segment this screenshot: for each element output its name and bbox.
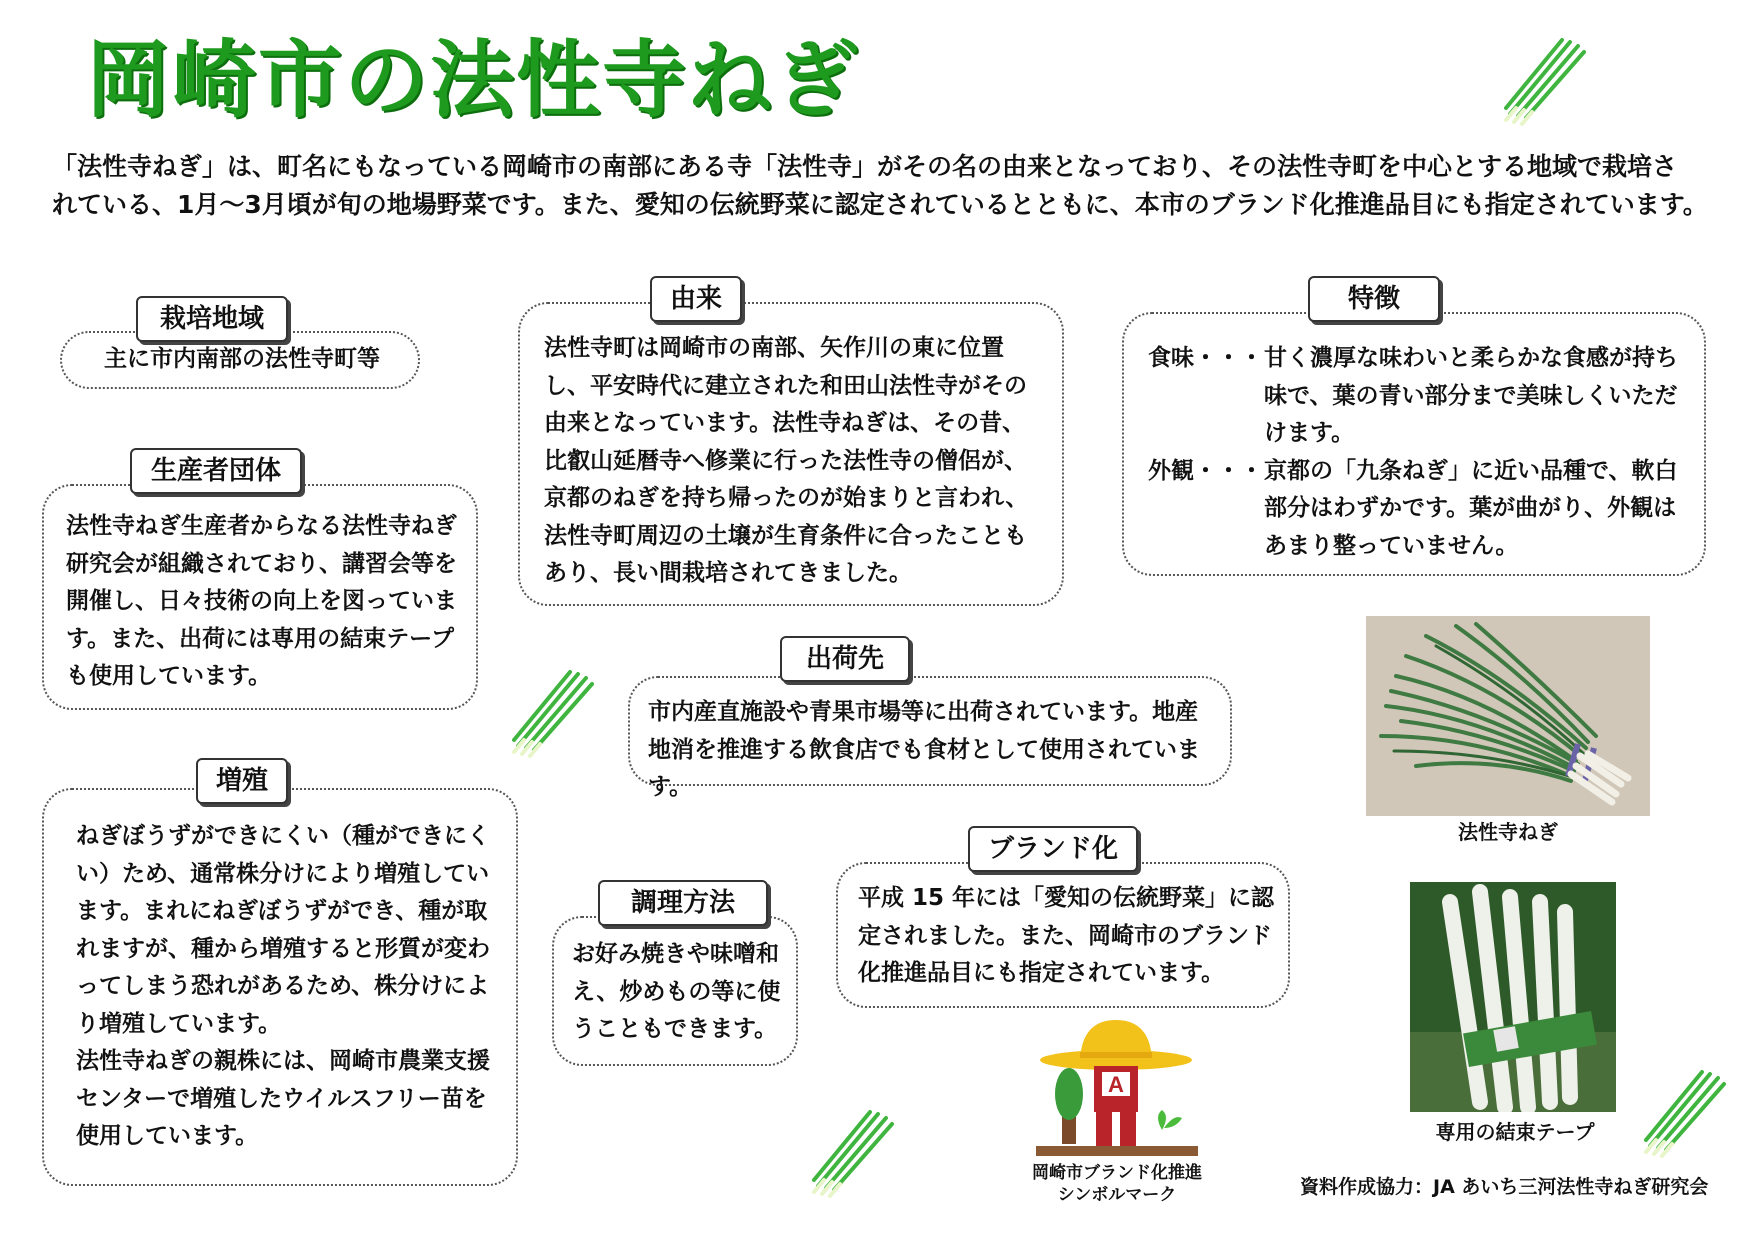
producer-group-text: 法性寺ねぎ生産者からなる法性寺ねぎ研究会が組織されており、講習会等を開催し、日々技術の向上を図っています。また、出荷には専用の結束テープも使用しています。	[66, 513, 457, 689]
propagation-text-2: 法性寺ねぎの親株には、岡崎市農業支援センターで増殖したウイルスフリー苗を使用しています。	[76, 1048, 490, 1149]
green-onion-icon	[1640, 1068, 1730, 1158]
branding-text: 平成 15 年には「愛知の伝統野菜」に認定されました。また、岡崎市のブランド化推進品目にも指定されています。	[858, 885, 1275, 986]
page-title: 岡崎市の法性寺ねぎ	[86, 31, 861, 129]
negi-photo-caption: 法性寺ねぎ	[1458, 820, 1558, 844]
intro-line-2: れている、1月～3月頃が旬の地場野菜です。また、愛知の伝統野菜に認定されているとともに、本市のブランド化推進品目にも指定されています。	[52, 190, 1708, 219]
tape-photo-caption: 専用の結束テープ	[1435, 1120, 1595, 1144]
green-onion-icon	[1500, 36, 1590, 126]
brand-symbol-logo	[1036, 1016, 1198, 1162]
tape-photo	[1410, 882, 1616, 1112]
logo-caption-line-1: 岡崎市ブランド化推進	[1032, 1163, 1202, 1183]
features-taste-text: 甘く濃厚な味わいと柔らかな食感が持ち味で、葉の青い部分まで美味しくいただけます。	[1264, 345, 1678, 446]
shipping-box	[628, 676, 1232, 800]
features-text	[1148, 340, 1688, 565]
producer-group-label: 生産者団体	[130, 448, 302, 494]
features-look-head: 外観・・・	[1148, 457, 1263, 484]
origin-box	[518, 302, 1064, 606]
features-box	[1122, 312, 1706, 576]
propagation-label: 増殖	[196, 758, 288, 804]
features-label: 特徴	[1308, 276, 1440, 322]
shipping-label: 出荷先	[780, 636, 910, 682]
negi-bundle-image	[1366, 616, 1650, 816]
cooking-box	[552, 916, 798, 1066]
origin-label: 由来	[650, 276, 742, 322]
branding-label: ブランド化	[968, 826, 1138, 872]
credit-text: 資料作成協力：JA あいち三河法性寺ねぎ研究会	[1300, 1176, 1709, 1198]
origin-text: 法性寺町は岡崎市の南部、矢作川の東に位置し、平安時代に建立された和田山法性寺がその由来となっています。法性寺ねぎは、その昔、比叡山延暦寺へ修業に行った法性寺の僧侶が、京都のねぎを持ち帰ったのが始まりと言われ、法性寺町周辺の土壌が生育条件に合ったこともあり、長い間栽培されてきました。	[544, 335, 1029, 586]
cultivation-area-text: 主に市内南部の法性寺町等	[104, 346, 380, 372]
propagation-box	[42, 788, 518, 1186]
features-taste	[1148, 340, 1688, 453]
logo-caption-line-2: シンボルマーク	[1057, 1185, 1177, 1205]
producer-group-box	[42, 484, 478, 710]
propagation-text-1: ねぎぼうずができにくい（種ができにくい）ため、通常株分けにより増殖しています。まれにねぎぼうずができ、種が取れますが、種から増殖すると形質が変わってしまう恐れがあるため、株分けにより増殖しています。	[76, 823, 490, 1037]
cultivation-area-label: 栽培地域	[136, 296, 288, 342]
green-onion-icon	[808, 1108, 898, 1198]
features-taste-head: 食味・・・	[1148, 345, 1263, 371]
cooking-label: 調理方法	[598, 880, 768, 926]
shipping-text: 市内産直施設や青果市場等に出荷されています。地産地消を推進する飲食店でも食材として使用されています。	[648, 699, 1200, 800]
propagation-text	[76, 818, 492, 1156]
green-onion-icon	[508, 668, 598, 758]
branding-box	[836, 862, 1290, 1008]
negi-photo	[1366, 616, 1650, 816]
logo-letter: A	[1108, 1072, 1124, 1097]
logo-caption	[1012, 1162, 1222, 1206]
tape-bundle-image	[1410, 882, 1616, 1112]
features-look	[1148, 453, 1688, 566]
features-look-text: 京都の「九条ねぎ」に近い品種で、軟白部分はわずかです。葉が曲がり、外観はあまり整っていません。	[1264, 457, 1678, 559]
cooking-text: お好み焼きや味噌和え、炒めもの等に使うこともできます。	[572, 941, 781, 1042]
intro-line-1: 「法性寺ねぎ」は、町名にもなっている岡崎市の南部にある寺「法性寺」がその名の由来となっており、その法性寺町を中心とする地域で栽培さ	[52, 152, 1678, 181]
intro-paragraph	[52, 148, 1712, 224]
